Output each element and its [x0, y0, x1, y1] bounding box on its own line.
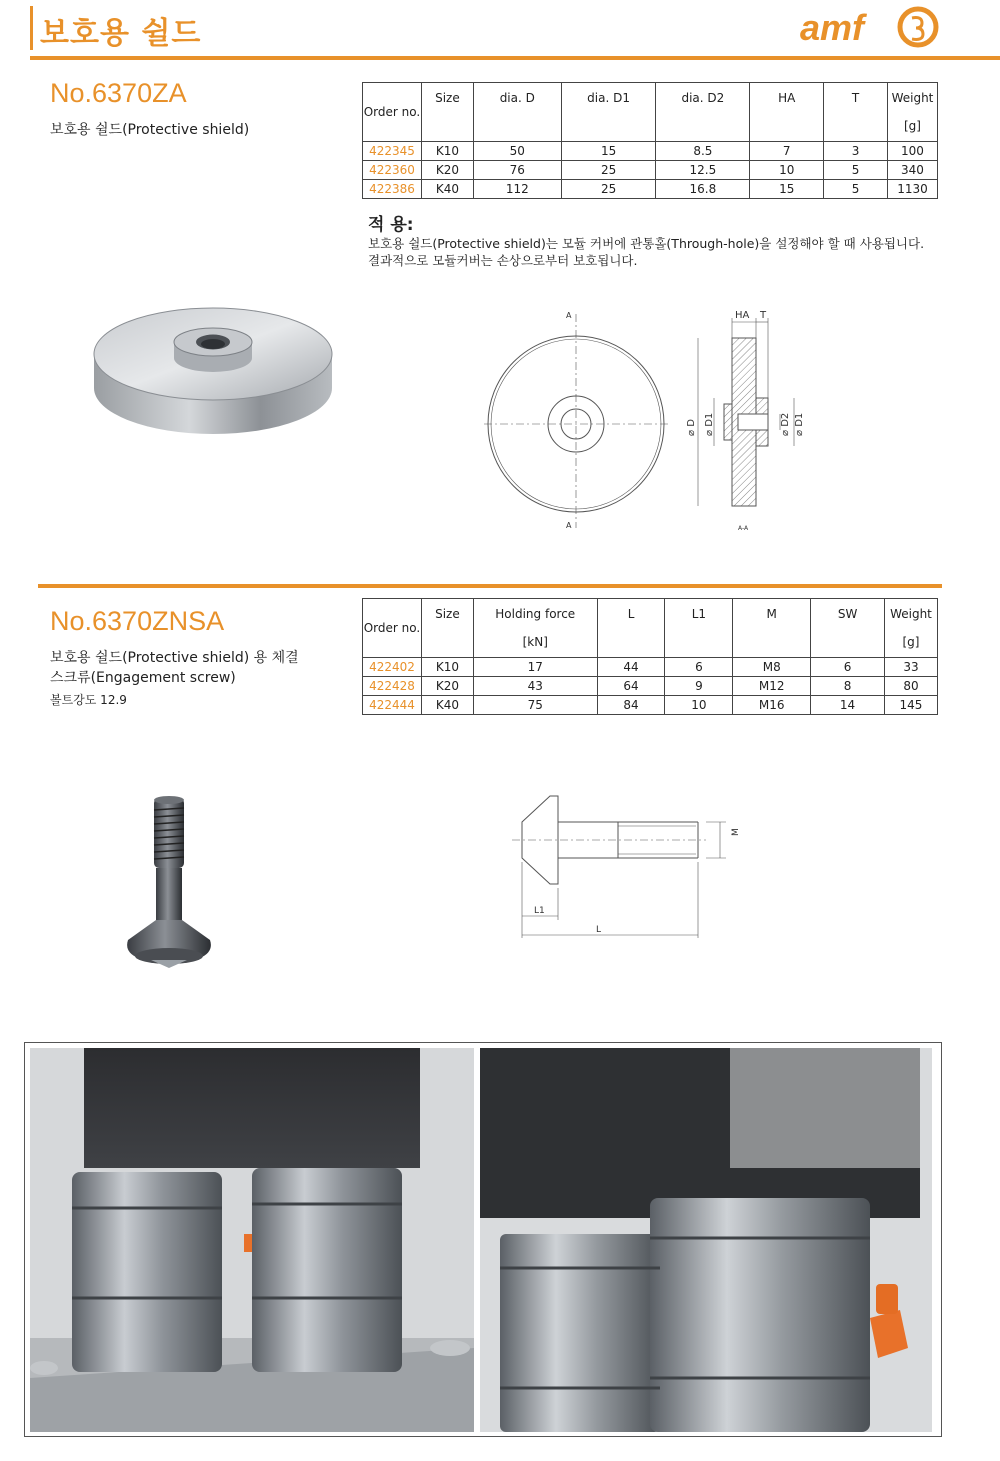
column-header-label: M — [766, 607, 777, 621]
table-cell: 80 — [884, 677, 937, 696]
table-cell: 14 — [811, 696, 885, 715]
table-cell: K20 — [421, 161, 473, 180]
product-number-6370znsa: No.6370ZNSA — [50, 606, 225, 636]
column-header-label: Weight — [891, 91, 934, 105]
order-number-cell: 422345 — [363, 142, 422, 161]
table-cell: 9 — [665, 677, 733, 696]
column-header — [363, 83, 422, 142]
application-text — [368, 235, 924, 269]
table-cell: 15 — [561, 142, 656, 161]
column-header-label: dia. D2 — [681, 91, 725, 105]
table-cell: 84 — [597, 696, 665, 715]
order-number-cell: 422428 — [363, 677, 422, 696]
column-header-label: dia. D — [499, 91, 535, 105]
column-header-label: HA — [778, 91, 796, 105]
table-cell: 100 — [887, 142, 937, 161]
table-cell: 15 — [750, 180, 824, 199]
drawing-label-d1-right: ⌀ D1 — [794, 412, 805, 436]
column-header — [561, 83, 656, 142]
table-cell: 50 — [473, 142, 561, 161]
column-header-label: Holding force — [495, 607, 576, 621]
table-cell: 64 — [597, 677, 665, 696]
application-photo-right — [480, 1048, 932, 1432]
column-header-unit: [kN] — [522, 635, 548, 649]
column-header-label: Size — [435, 607, 460, 621]
table-cell: M16 — [733, 696, 811, 715]
table-cell: M8 — [733, 658, 811, 677]
protective-shield-photo — [88, 292, 338, 442]
table-cell: K10 — [421, 142, 473, 161]
column-header-label: L — [627, 607, 635, 621]
product-number-6370za: No.6370ZA — [50, 78, 187, 108]
application-heading: 적 용: — [368, 215, 414, 235]
column-header-unit: [g] — [904, 119, 921, 133]
product-description-2 — [50, 648, 299, 688]
column-header — [363, 599, 422, 658]
table-cell: 3 — [824, 142, 888, 161]
table-cell: 17 — [473, 658, 597, 677]
logo-text: amf — [800, 7, 865, 48]
table-row — [363, 142, 938, 161]
table-cell: 16.8 — [656, 180, 750, 199]
table-cell: K40 — [421, 696, 473, 715]
column-header — [421, 599, 473, 658]
column-header — [811, 599, 885, 658]
column-header-label: Order no. — [363, 105, 421, 119]
column-header — [665, 599, 733, 658]
order-number-cell: 422402 — [363, 658, 422, 677]
table-row — [363, 658, 938, 677]
column-header — [750, 83, 824, 142]
application-line-1: 보호용 쉴드(Protective shield)는 모듈 커버에 관통홀(Through-hole)을 설정해야 할 때 사용됩니다. — [368, 236, 925, 251]
table-cell: 5 — [824, 180, 888, 199]
shield-technical-drawing — [480, 300, 820, 540]
drawing-label-a-top: A — [566, 311, 572, 320]
column-header — [597, 599, 665, 658]
table-cell: 1130 — [887, 180, 937, 199]
column-header — [473, 599, 597, 658]
table-cell: 25 — [561, 180, 656, 199]
drawing-label-d: ⌀ D — [686, 419, 697, 436]
table-cell: 340 — [887, 161, 937, 180]
table-cell: 8 — [811, 677, 885, 696]
table-cell: K20 — [421, 677, 473, 696]
section-divider — [38, 584, 942, 588]
table-row — [363, 161, 938, 180]
column-header — [887, 83, 937, 142]
column-header — [884, 599, 937, 658]
drawing-label-t: T — [760, 310, 767, 321]
drawing-label-m: M — [731, 828, 741, 836]
column-header-label: Size — [435, 91, 460, 105]
drawing-label-section: A-A — [738, 525, 749, 532]
column-header-label: Order no. — [363, 621, 421, 635]
title-accent-bar — [30, 6, 33, 50]
column-header-label: L1 — [691, 607, 707, 621]
table-cell: 8.5 — [656, 142, 750, 161]
column-header — [473, 83, 561, 142]
table-cell: 6 — [811, 658, 885, 677]
page-title: 보호용 쉴드 — [40, 16, 202, 51]
table-cell: 6 — [665, 658, 733, 677]
drawing-label-d2: ⌀ D2 — [780, 412, 791, 436]
description-line-1: 보호용 쉴드(Protective shield) 용 체결 — [50, 650, 299, 666]
application-line-2: 결과적으로 모듈커버는 손상으로부터 보호됩니다. — [368, 253, 638, 268]
column-header — [421, 83, 473, 142]
column-header — [733, 599, 811, 658]
table-row — [363, 180, 938, 199]
application-photo-left — [30, 1048, 474, 1432]
table-cell: 76 — [473, 161, 561, 180]
table-cell: 10 — [750, 161, 824, 180]
table-cell: 5 — [824, 161, 888, 180]
column-header-label: dia. D1 — [587, 91, 630, 105]
bolt-strength: 볼트강도 12.9 — [50, 693, 127, 707]
table-cell: 33 — [884, 658, 937, 677]
order-number-cell: 422386 — [363, 180, 422, 199]
table-row — [363, 696, 938, 715]
table-cell: K10 — [421, 658, 473, 677]
drawing-label-a-bottom: A — [566, 521, 572, 530]
table-cell: 145 — [884, 696, 937, 715]
table-cell: 44 — [597, 658, 665, 677]
column-header-label: SW — [837, 607, 858, 621]
drawing-label-l: L — [596, 925, 602, 935]
table-cell: 43 — [473, 677, 597, 696]
table-cell: 25 — [561, 161, 656, 180]
amf-logo — [800, 4, 945, 50]
header-divider — [30, 56, 1000, 60]
table-cell: 10 — [665, 696, 733, 715]
column-header — [656, 83, 750, 142]
column-header-label: Weight — [890, 607, 932, 621]
table-cell: 7 — [750, 142, 824, 161]
drawing-label-ha: HA — [735, 310, 750, 321]
order-number-cell: 422360 — [363, 161, 422, 180]
table-cell: 75 — [473, 696, 597, 715]
table-cell: 12.5 — [656, 161, 750, 180]
column-header-unit: [g] — [902, 635, 920, 649]
product-description: 보호용 쉴드(Protective shield) — [50, 122, 250, 138]
spec-table-6370znsa — [362, 598, 938, 715]
table-row — [363, 677, 938, 696]
table-cell: K40 — [421, 180, 473, 199]
order-number-cell: 422444 — [363, 696, 422, 715]
engagement-screw-photo — [118, 792, 228, 972]
description-line-2: 스크류(Engagement screw) — [50, 670, 236, 686]
table-cell: M12 — [733, 677, 811, 696]
spec-table-6370za — [362, 82, 938, 199]
drawing-label-l1: L1 — [534, 906, 545, 916]
column-header-label: T — [851, 91, 860, 105]
screw-technical-drawing — [508, 792, 758, 942]
column-header — [824, 83, 888, 142]
table-cell: 112 — [473, 180, 561, 199]
drawing-label-d1-left: ⌀ D1 — [704, 412, 715, 436]
